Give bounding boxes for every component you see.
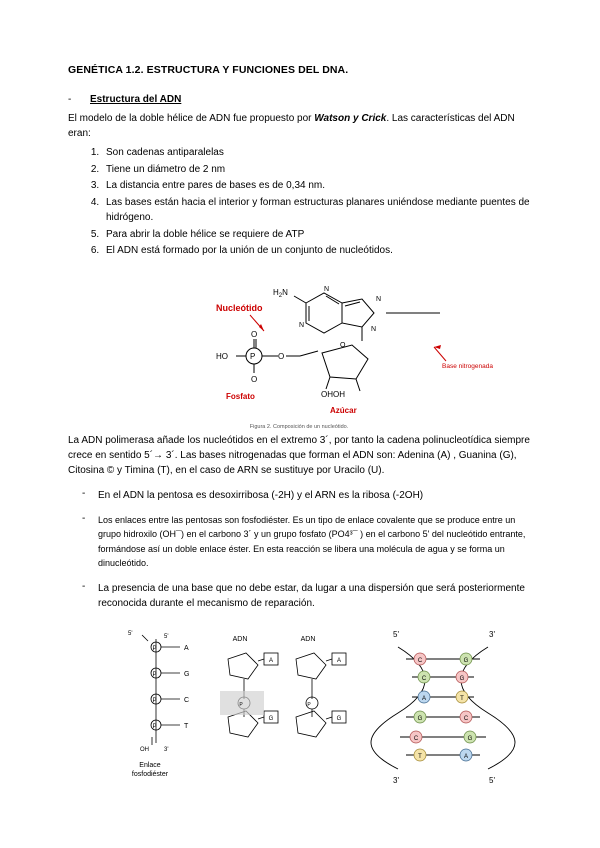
figure-caption: Figura 2. Composición de un nucleótido. xyxy=(249,423,349,430)
helix-base-letter: C xyxy=(421,675,427,682)
label-o-bottom: O xyxy=(251,374,258,384)
list-item: 1. Son cadenas antiparalelas xyxy=(102,145,530,161)
label-n-1: N xyxy=(299,321,305,329)
helix-base-letter: T xyxy=(460,695,464,702)
bullet-text: La presencia de una base que no debe estar, da lugar a una dispersión que será posteriormente reconocida durante el mecanismo de reparación. xyxy=(98,582,525,609)
base-box-letter: G xyxy=(336,715,342,722)
label-p: P xyxy=(250,351,256,361)
label-enlace: Enlace xyxy=(139,761,161,769)
page-title: GENÉTICA 1.2. ESTRUCTURA Y FUNCIONES DEL DNA. xyxy=(68,64,349,76)
helix-base-letter: A xyxy=(463,753,469,760)
helix-base-letter: C xyxy=(413,735,419,742)
chain-p-4: P xyxy=(152,723,157,730)
helix-base-letter: G xyxy=(417,715,423,722)
label-n-2: N xyxy=(324,285,330,293)
helix-base-letter: C xyxy=(463,715,469,722)
label-o-ring: O xyxy=(340,341,346,349)
chain-p-2: P xyxy=(152,671,157,678)
label-oh-left: OH xyxy=(140,746,149,753)
label-o-link: O xyxy=(278,351,285,361)
label-fosfodiester: fosfodiéster xyxy=(131,770,169,778)
base-letter: T xyxy=(184,722,189,730)
label-h2n: $H_2N$ xyxy=(273,287,288,299)
chain-p-1: P xyxy=(152,645,157,652)
bullet-item xyxy=(68,513,530,571)
label-3prime-left: 3' xyxy=(164,746,169,753)
bullet-item xyxy=(68,581,530,611)
label-o-top: O xyxy=(251,329,258,339)
nucleotide-diagram-svg xyxy=(68,275,530,417)
helix-base-letter: G xyxy=(459,675,465,682)
label-helix-3prime-right: 3' xyxy=(489,629,495,639)
intro-text-b: . Las características del ADN eran: xyxy=(68,113,515,139)
dash-marker: - xyxy=(82,580,86,592)
label-adn-left: ADN xyxy=(232,635,248,643)
list-item: 3. La distancia entre pares de bases es de 0,34 nm. xyxy=(102,178,530,194)
base-letter: A xyxy=(184,644,189,652)
chain-p-middle: P xyxy=(239,701,243,708)
label-5prime-top: 5' xyxy=(128,630,133,637)
base-box-letter: A xyxy=(336,657,342,664)
intro-text-a: El modelo de la doble hélice de ADN fue propuesto por xyxy=(68,113,315,124)
bullet-text: Los enlaces entre las pentosas son fosfodiéster. Es un tipo de enlace covalente que se produce entre un grupo hidroxilo (OH¯) en el carbono 3´ y un grupo fosfato (PO4³¯ ) en el carbono 5' del nucleótido entrante, formándose así un doble enlace éster. En esta reacción se libera una molécula de agua y se forma un dinucleótido. xyxy=(98,514,526,568)
label-oh-oh: OHOH xyxy=(321,389,345,399)
watson-crick-emphasis: Watson y Crick xyxy=(314,113,387,124)
label-azucar: Azúcar xyxy=(330,405,357,415)
list-item: 5. Para abrir la doble hélice se requiere de ATP xyxy=(102,227,530,243)
document-content xyxy=(68,64,530,785)
dash-marker: - xyxy=(82,512,86,524)
label-base-nitrogenada: Base nitrogenada xyxy=(442,362,493,370)
bullet-item xyxy=(68,488,530,503)
section-heading: Estructura del ADN xyxy=(90,94,182,105)
label-helix-3prime-left: 3' xyxy=(393,775,399,785)
base-box-letter: G xyxy=(268,715,274,722)
bullet-text: En el ADN la pentosa es desoxirribosa (-2H) y el ARN es la ribosa (-2OH) xyxy=(98,489,424,501)
label-n-3: N xyxy=(376,295,382,303)
helix-base-letter: C xyxy=(417,657,423,664)
dash-marker: - xyxy=(82,487,86,499)
figure-phosphodiester-helix xyxy=(68,625,530,785)
list-item: 6. El ADN está formado por la unión de un conjunto de nucleótidos. xyxy=(102,243,530,259)
label-5prime-left: 5' xyxy=(164,633,169,640)
label-fosfato: Fosfato xyxy=(226,391,255,401)
intro-paragraph xyxy=(68,111,530,141)
label-nucleotido: Nucleótido xyxy=(216,302,263,313)
helix-base-letter: G xyxy=(467,735,473,742)
label-helix-5prime-right: 5' xyxy=(489,775,495,785)
list-item: 2. Tiene un diámetro de 2 nm xyxy=(102,162,530,178)
characteristics-list xyxy=(68,145,530,259)
helix-base-letter: A xyxy=(421,695,427,702)
label-helix-5prime-left: 5' xyxy=(393,629,399,639)
base-letter: G xyxy=(184,670,190,678)
figure-nucleotide xyxy=(68,275,530,430)
list-item: 4. Las bases están hacia el interior y forman estructuras planares uniéndose mediante puentes de hidrógeno. xyxy=(102,195,530,226)
label-adn-right: ADN xyxy=(300,635,316,643)
chain-p-3: P xyxy=(152,697,157,704)
label-ho: HO xyxy=(216,351,228,361)
phosphodiester-helix-svg xyxy=(68,625,530,785)
section-heading-row xyxy=(68,94,530,105)
label-n-4: N xyxy=(371,325,377,333)
bullet-list xyxy=(68,488,530,611)
helix-base-letter: G xyxy=(463,657,469,664)
helix-base-letter: T xyxy=(418,753,422,760)
base-box-letter: A xyxy=(268,657,274,664)
base-letter: C xyxy=(184,696,190,704)
dash-marker: - xyxy=(68,94,72,105)
polymerase-paragraph: La ADN polimerasa añade los nucleótidos en el extremo 3´, por tanto la cadena polinucleotídica siempre crece en sentido 5´→ 3´. Las bases nitrogenadas que forman el ADN son: Adenina (A) , Guanina (G), Citosina © y Timina (T), en el caso de ARN se sustituye por Uracilo (U). xyxy=(68,434,530,476)
chain-p-middle-2: P xyxy=(307,701,311,708)
